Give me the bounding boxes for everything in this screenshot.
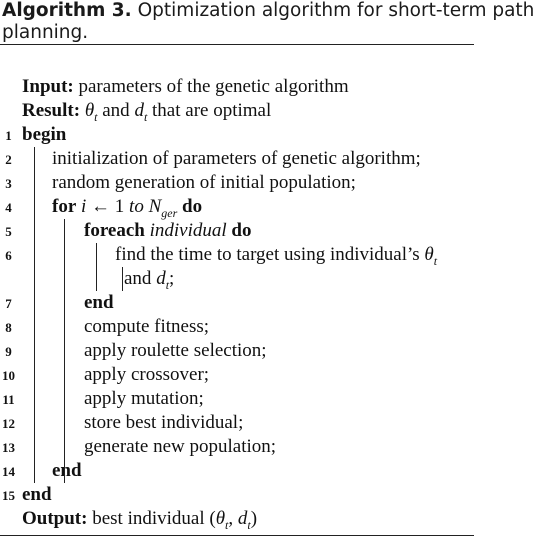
caption-label: Algorithm 3. <box>2 0 132 21</box>
line-number: 6 <box>5 248 12 263</box>
algo-line-10 <box>0 363 474 387</box>
result-keyword: Result: <box>22 100 81 121</box>
algo-line-3 <box>0 171 474 195</box>
algo-line-11 <box>0 387 474 411</box>
line-number: 3 <box>5 176 12 191</box>
input-line <box>22 75 349 99</box>
algo-line-7 <box>0 291 474 315</box>
algo-line-6-cont <box>0 267 474 291</box>
line-number: 1 <box>5 128 12 143</box>
algo-line-5 <box>0 219 474 243</box>
line-number: 12 <box>2 416 15 431</box>
algo-line-14 <box>0 459 474 483</box>
line-number: 4 <box>5 200 12 215</box>
result-line <box>22 99 271 123</box>
algo-line-6 <box>0 243 474 267</box>
caption-text: Optimization algorithm for short-term path <box>137 0 534 21</box>
line-number: 14 <box>2 464 15 479</box>
output-text: best individual ($\theta_t$, $d_t$) <box>92 508 258 532</box>
for-block-bar <box>64 219 65 483</box>
algo-line-13 <box>0 435 474 459</box>
input-keyword: Input: <box>22 76 74 97</box>
algo-line-1 <box>0 123 474 147</box>
algo-line-9 <box>0 339 474 363</box>
line-text: initialization of parameters of genetic algorithm; <box>52 148 421 169</box>
line-text: compute fitness; <box>84 316 210 337</box>
end-keyword: end <box>52 460 82 481</box>
algo-line-12 <box>0 411 474 435</box>
end-keyword: end <box>84 292 114 313</box>
begin-block-bar <box>34 147 35 483</box>
line-number: 8 <box>5 320 12 335</box>
line-number: 15 <box>2 488 15 503</box>
statement-continuation-bar <box>122 267 123 291</box>
foreach-block-bar <box>96 243 97 291</box>
input-text: parameters of the genetic algorithm <box>78 76 349 97</box>
line-number: 10 <box>2 368 15 383</box>
bottom-rule <box>0 535 474 536</box>
output-line <box>22 507 257 531</box>
line-number: 5 <box>5 224 12 239</box>
line-text: apply roulette selection; <box>84 340 267 361</box>
line-number: 7 <box>5 296 12 311</box>
algo-line-2 <box>0 147 474 171</box>
line-text: find the time to target using individual’s $\theta_t$ <box>115 244 438 268</box>
line-text: apply mutation; <box>84 388 204 409</box>
end-keyword: end <box>22 484 52 505</box>
algo-line-4 <box>0 195 474 219</box>
caption-text-continued: planning. <box>2 22 89 43</box>
foreach-header: foreach individual do <box>84 220 252 241</box>
output-keyword: Output: <box>22 508 88 529</box>
line-text: and $d_t$; <box>124 268 175 292</box>
line-number: 13 <box>2 440 15 455</box>
for-loop-header: for i ← 1 to $N_{ger}$ do <box>52 196 203 220</box>
algo-line-15 <box>0 483 474 507</box>
line-text: random generation of initial population; <box>52 172 356 193</box>
line-text: generate new population; <box>84 436 277 457</box>
line-text: apply crossover; <box>84 364 210 385</box>
line-number: 9 <box>5 344 12 359</box>
line-number: 11 <box>2 392 15 407</box>
result-text: $\theta_t$ and $d_t$ that are optimal <box>84 100 272 124</box>
line-text: store best individual; <box>84 412 244 433</box>
begin-keyword: begin <box>22 124 67 145</box>
line-number: 2 <box>5 152 12 167</box>
algo-line-8 <box>0 315 474 339</box>
